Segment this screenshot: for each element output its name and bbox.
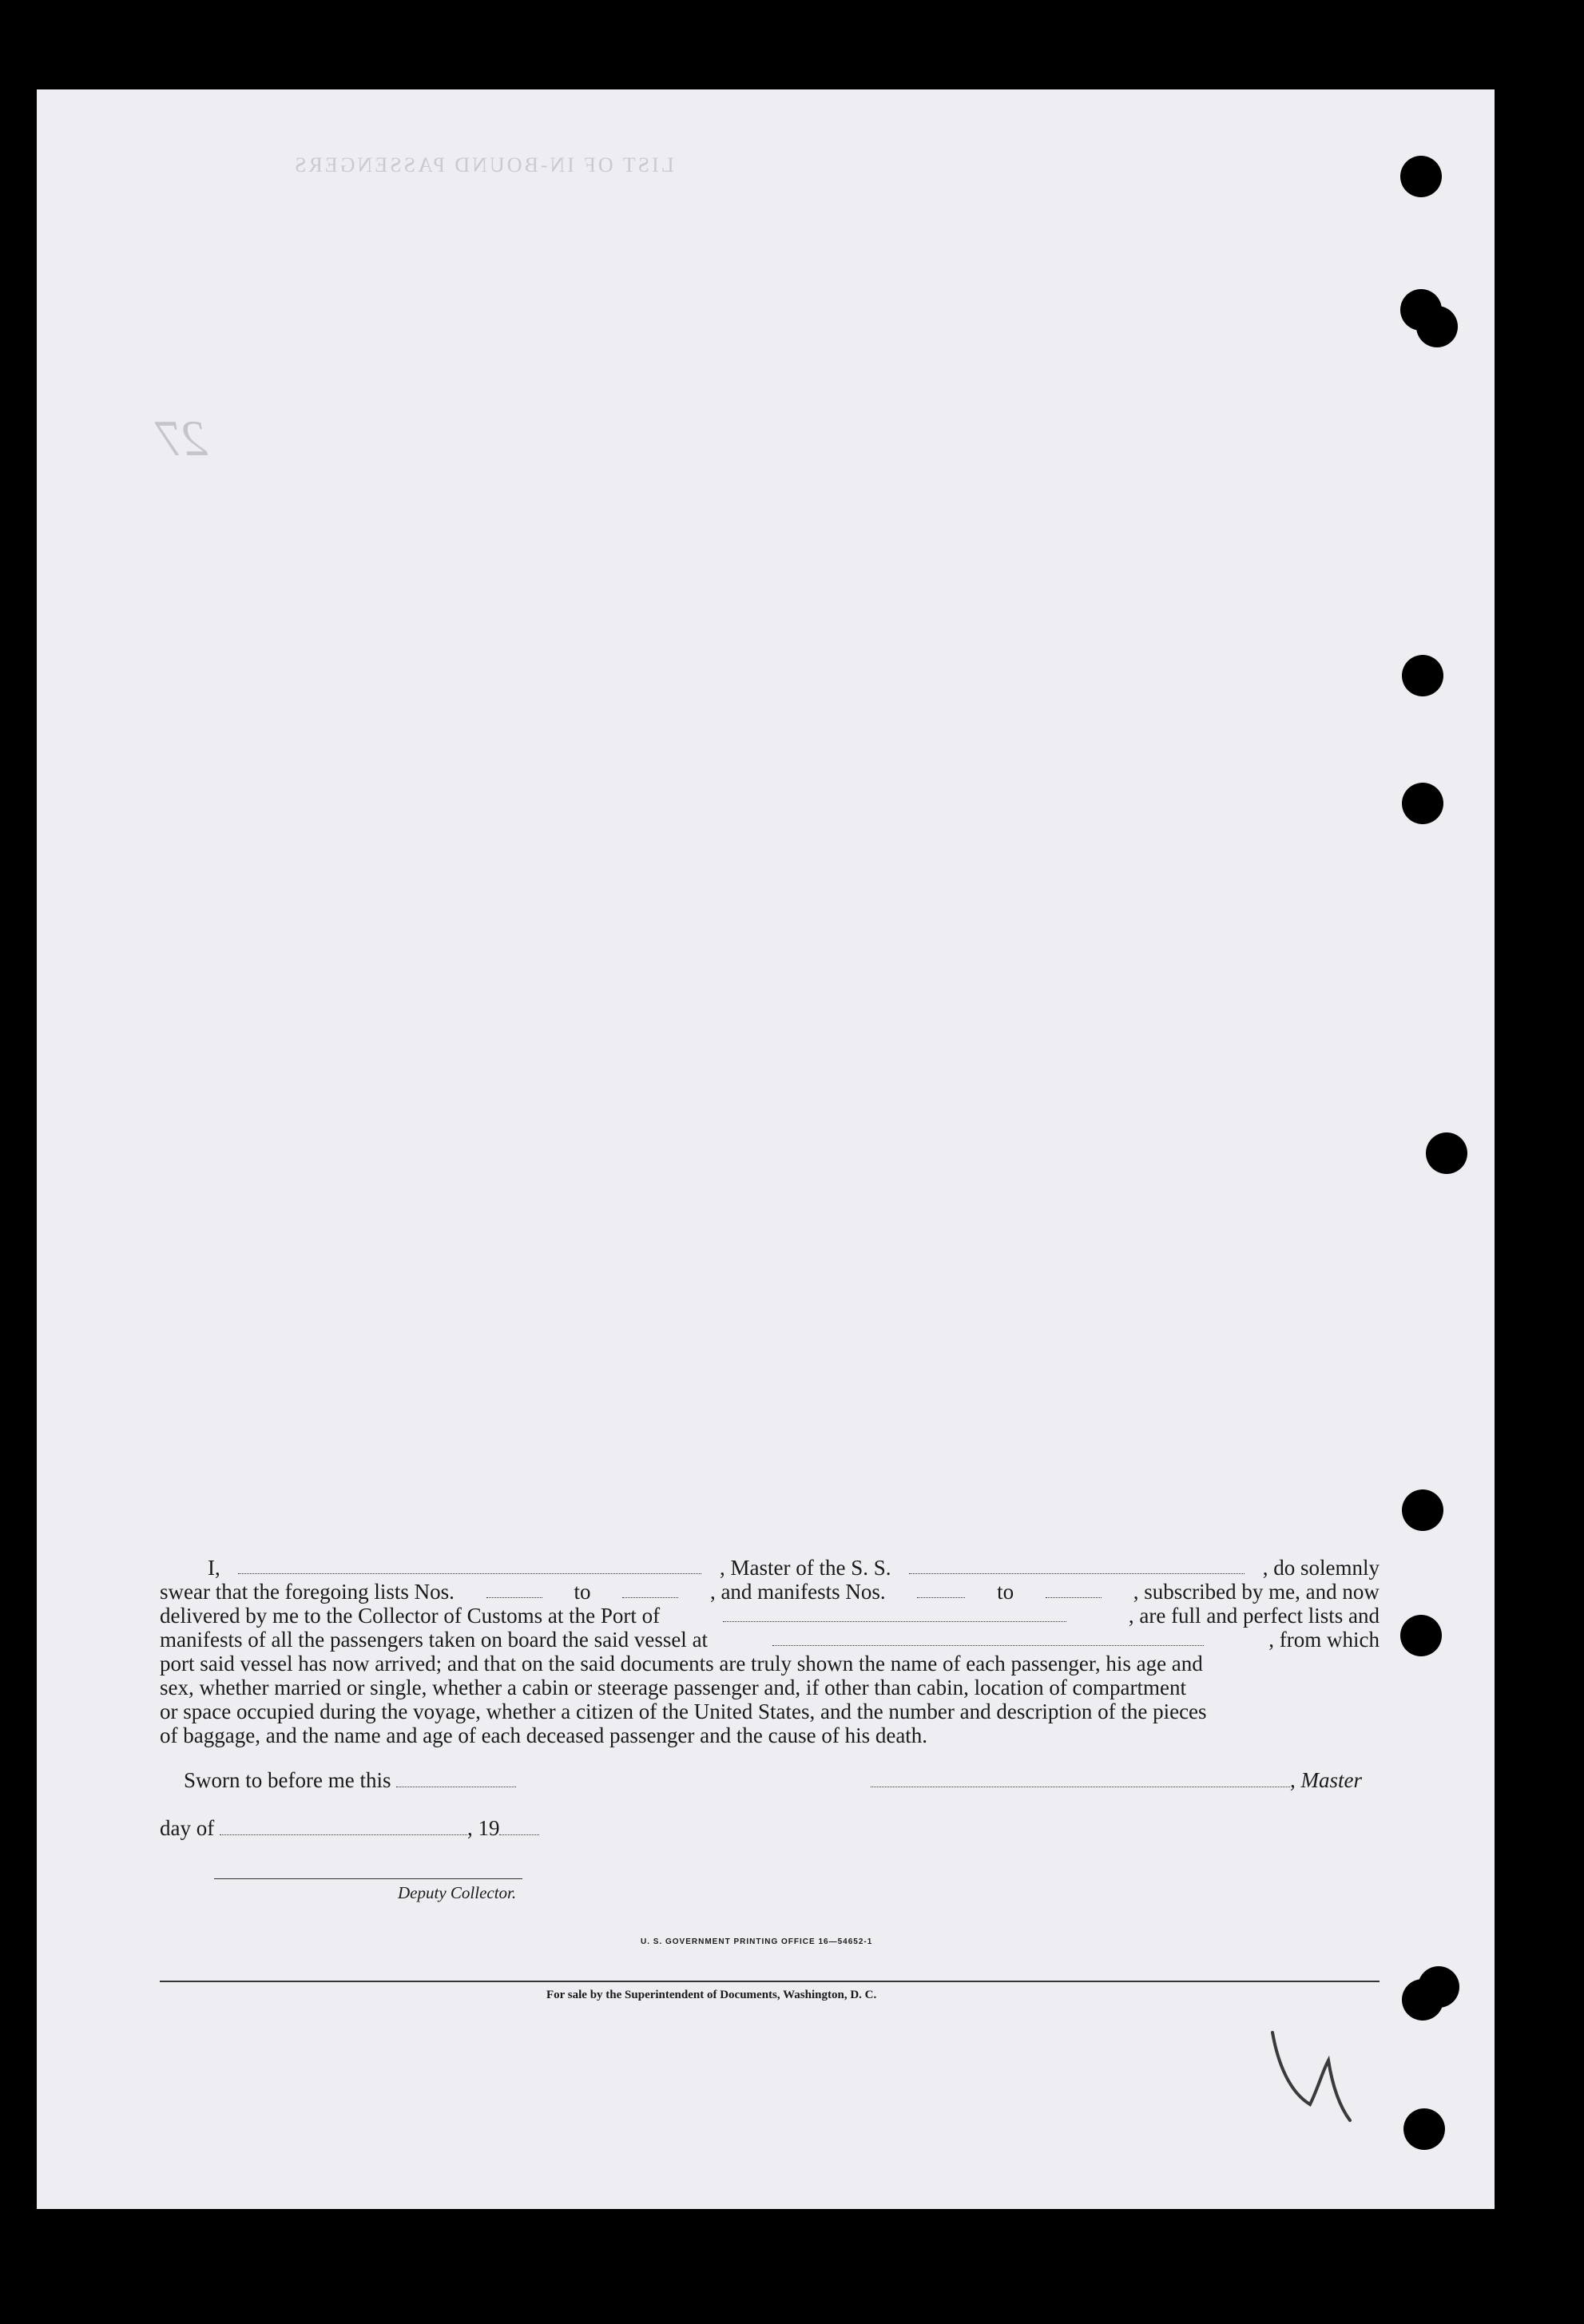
punch-hole	[1403, 2108, 1445, 2150]
oath-line-5: port said vessel has now arrived; and that on the said documents are truly shown the name of each passenger, his age and	[160, 1652, 1203, 1676]
oath-line-4: manifests of all the passengers taken on board the said vessel at , from which	[160, 1628, 1380, 1652]
manifest-to-blank	[1046, 1580, 1102, 1598]
list-to-blank	[622, 1580, 678, 1598]
punch-hole	[1402, 1489, 1443, 1531]
punch-hole	[1400, 1615, 1442, 1656]
punch-hole	[1402, 783, 1443, 824]
oath-line-3: delivered by me to the Collector of Customs at the Port of , are full and perfect lists and	[160, 1604, 1380, 1628]
sworn-date-blank	[396, 1769, 516, 1787]
punch-hole	[1400, 156, 1442, 197]
for-sale-notice: For sale by the Superintendent of Documents, Washington, D. C.	[546, 1989, 877, 2001]
bleed-through-page-number: 27	[157, 410, 208, 466]
master-signature-blank	[871, 1769, 1290, 1787]
master-oath	[160, 1556, 1380, 1747]
deputy-signature-line	[214, 1878, 522, 1879]
list-from-blank	[486, 1580, 542, 1598]
master-signature-line: , Master	[871, 1768, 1362, 1793]
pencil-mark	[1266, 2017, 1362, 2128]
bleed-through-header: LIST OF IN-BOUND PASSENGERS	[292, 153, 674, 176]
punch-hole	[1402, 1979, 1443, 2021]
deputy-collector-label: Deputy Collector.	[398, 1883, 517, 1902]
ship-name-blank	[909, 1556, 1245, 1574]
sworn-before-line: Sworn to before me this	[184, 1768, 516, 1793]
day-of-line: day of , 19	[160, 1816, 539, 1841]
punch-hole	[1416, 306, 1458, 347]
month-blank	[220, 1817, 467, 1835]
oath-line-8: of baggage, and the name and age of each deceased passenger and the cause of his death.	[160, 1723, 928, 1747]
oath-line-7: or space occupied during the voyage, whether a citizen of the United States, and the number and description of the pieces	[160, 1699, 1207, 1723]
punch-hole	[1426, 1132, 1467, 1174]
year-blank	[499, 1817, 539, 1835]
document-page	[37, 89, 1495, 2209]
master-name-blank	[238, 1556, 701, 1574]
departure-port-blank	[772, 1628, 1204, 1646]
manifest-from-blank	[917, 1580, 965, 1598]
printing-office-imprint: U. S. GOVERNMENT PRINTING OFFICE 16—54652-1	[641, 1937, 873, 1946]
punch-hole	[1402, 655, 1443, 696]
oath-line-1: I, , Master of the S. S. , do solemnly	[208, 1556, 1380, 1580]
oath-line-2: swear that the foregoing lists Nos. to , and manifests Nos. to , subscribed by me, and now	[160, 1580, 1380, 1604]
oath-line-6: sex, whether married or single, whether a cabin or steerage passenger and, if other than cabin, location of compartment	[160, 1676, 1187, 1699]
port-blank	[723, 1604, 1066, 1622]
footer-rule	[160, 1981, 1380, 1982]
